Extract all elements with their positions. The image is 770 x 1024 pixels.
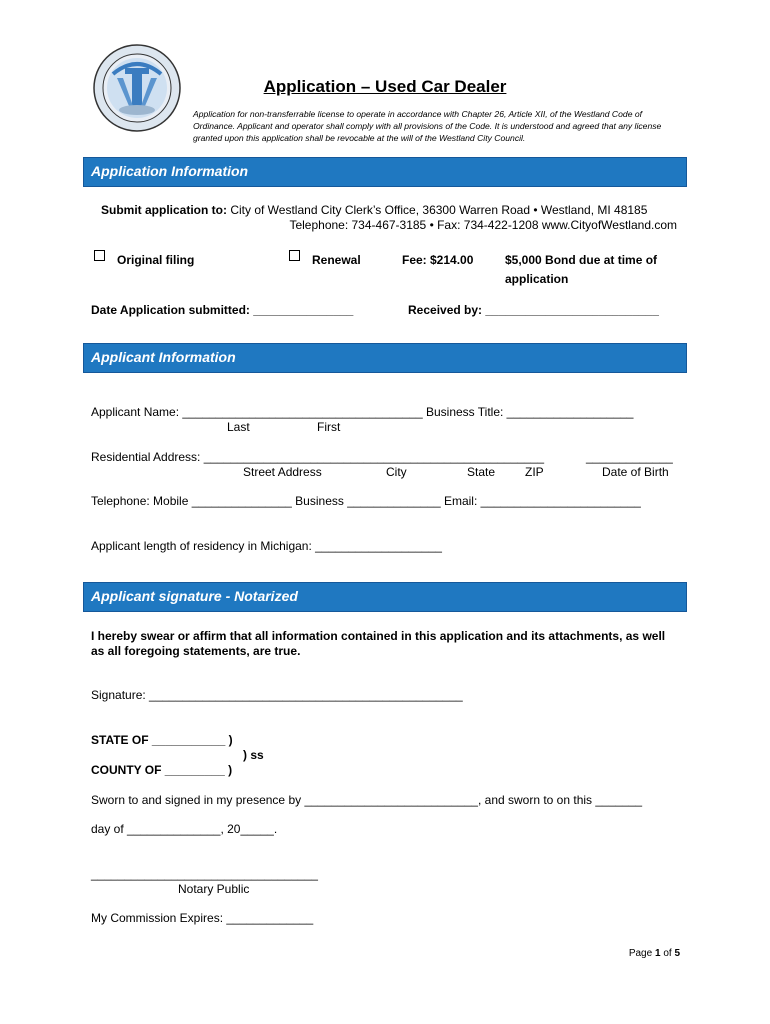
section-title: Applicant signature - Notarized [91,588,298,604]
county-of-field[interactable]: COUNTY OF _________ ) [91,763,233,777]
submit-address: City of Westland City Clerk’s Office, 36300 Warren Road • Westland, MI 48185 [230,203,648,217]
sworn-field[interactable]: Sworn to and signed in my presence by __________________________, and sworn to on this _______ [91,793,643,807]
page-number: 1 [654,948,661,959]
bond-text-cont: application [505,272,569,286]
page-label: Page [628,948,653,959]
original-filing-label: Original filing [117,253,195,267]
applicant-name-field[interactable]: Applicant Name: ____________________________________ Business Title: ___________________ [91,405,634,419]
city-caption: City [386,465,407,479]
section-bar-signature [83,582,687,612]
swear-statement: I hereby swear or affirm that all information contained in this application and its attachments, as well as all foregoing statements, are true. [91,629,666,658]
signature-field[interactable]: Signature: _______________________________________________ [91,688,463,702]
street-caption: Street Address [243,465,322,479]
first-caption: First [317,420,341,434]
section-title: Applicant Information [91,349,236,365]
state-of-field[interactable]: STATE OF ___________ ) [91,733,233,747]
fee-text: Fee: $214.00 [402,253,474,267]
last-caption: Last [227,420,250,434]
page-title: Application – Used Car Dealer [263,77,507,96]
date-submitted-field[interactable]: Date Application submitted: _______________ [91,303,354,317]
residential-address-field[interactable]: Residential Address: ___________________________________________________ [91,450,545,464]
residency-field[interactable]: Applicant length of residency in Michigan: ___________________ [91,539,442,553]
day-field[interactable]: day of ______________, 20_____. [91,822,278,836]
section-title: Application Information [91,163,249,179]
received-by-field[interactable]: Received by: __________________________ [408,303,659,317]
renewal-label: Renewal [312,253,361,267]
intro-paragraph: Application for non-transferrable license to operate in accordance with Chapter 26, Article XII, of the Westland Code of Ordinance. Applicant and operator shall comply with all provisions of the Code. It is understood and agreed that any license granted upon this application shall be revocable at the will of the Westland City Council. [193,109,662,143]
notary-signature-line[interactable]: __________________________________ [91,867,318,881]
submit-contact: Telephone: 734-467-3185 • Fax: 734-422-1208 www.CityofWestland.com [289,218,677,232]
ss-mark: ) ss [243,748,264,762]
bond-text: $5,000 Bond due at time of [505,253,658,267]
of-label: of [663,948,672,959]
notary-public-caption: Notary Public [178,882,250,896]
page-indicator [629,948,680,959]
page-total: 5 [674,948,680,959]
original-filing-checkbox[interactable] [94,250,105,261]
submit-to [101,203,647,217]
zip-caption: ZIP [525,465,544,479]
date-of-birth-field[interactable]: _____________ [586,450,673,464]
section-bar-applicant-info [83,343,687,373]
state-caption: State [467,465,496,479]
dob-caption: Date of Birth [602,465,669,479]
renewal-checkbox[interactable] [289,250,300,261]
section-bar-application-info [83,157,687,187]
submit-label: Submit application to: [101,203,227,217]
telephone-email-field[interactable]: Telephone: Mobile _______________ Business ______________ Email: ________________________ [91,494,641,508]
commission-expires-field[interactable]: My Commission Expires: _____________ [91,911,314,925]
